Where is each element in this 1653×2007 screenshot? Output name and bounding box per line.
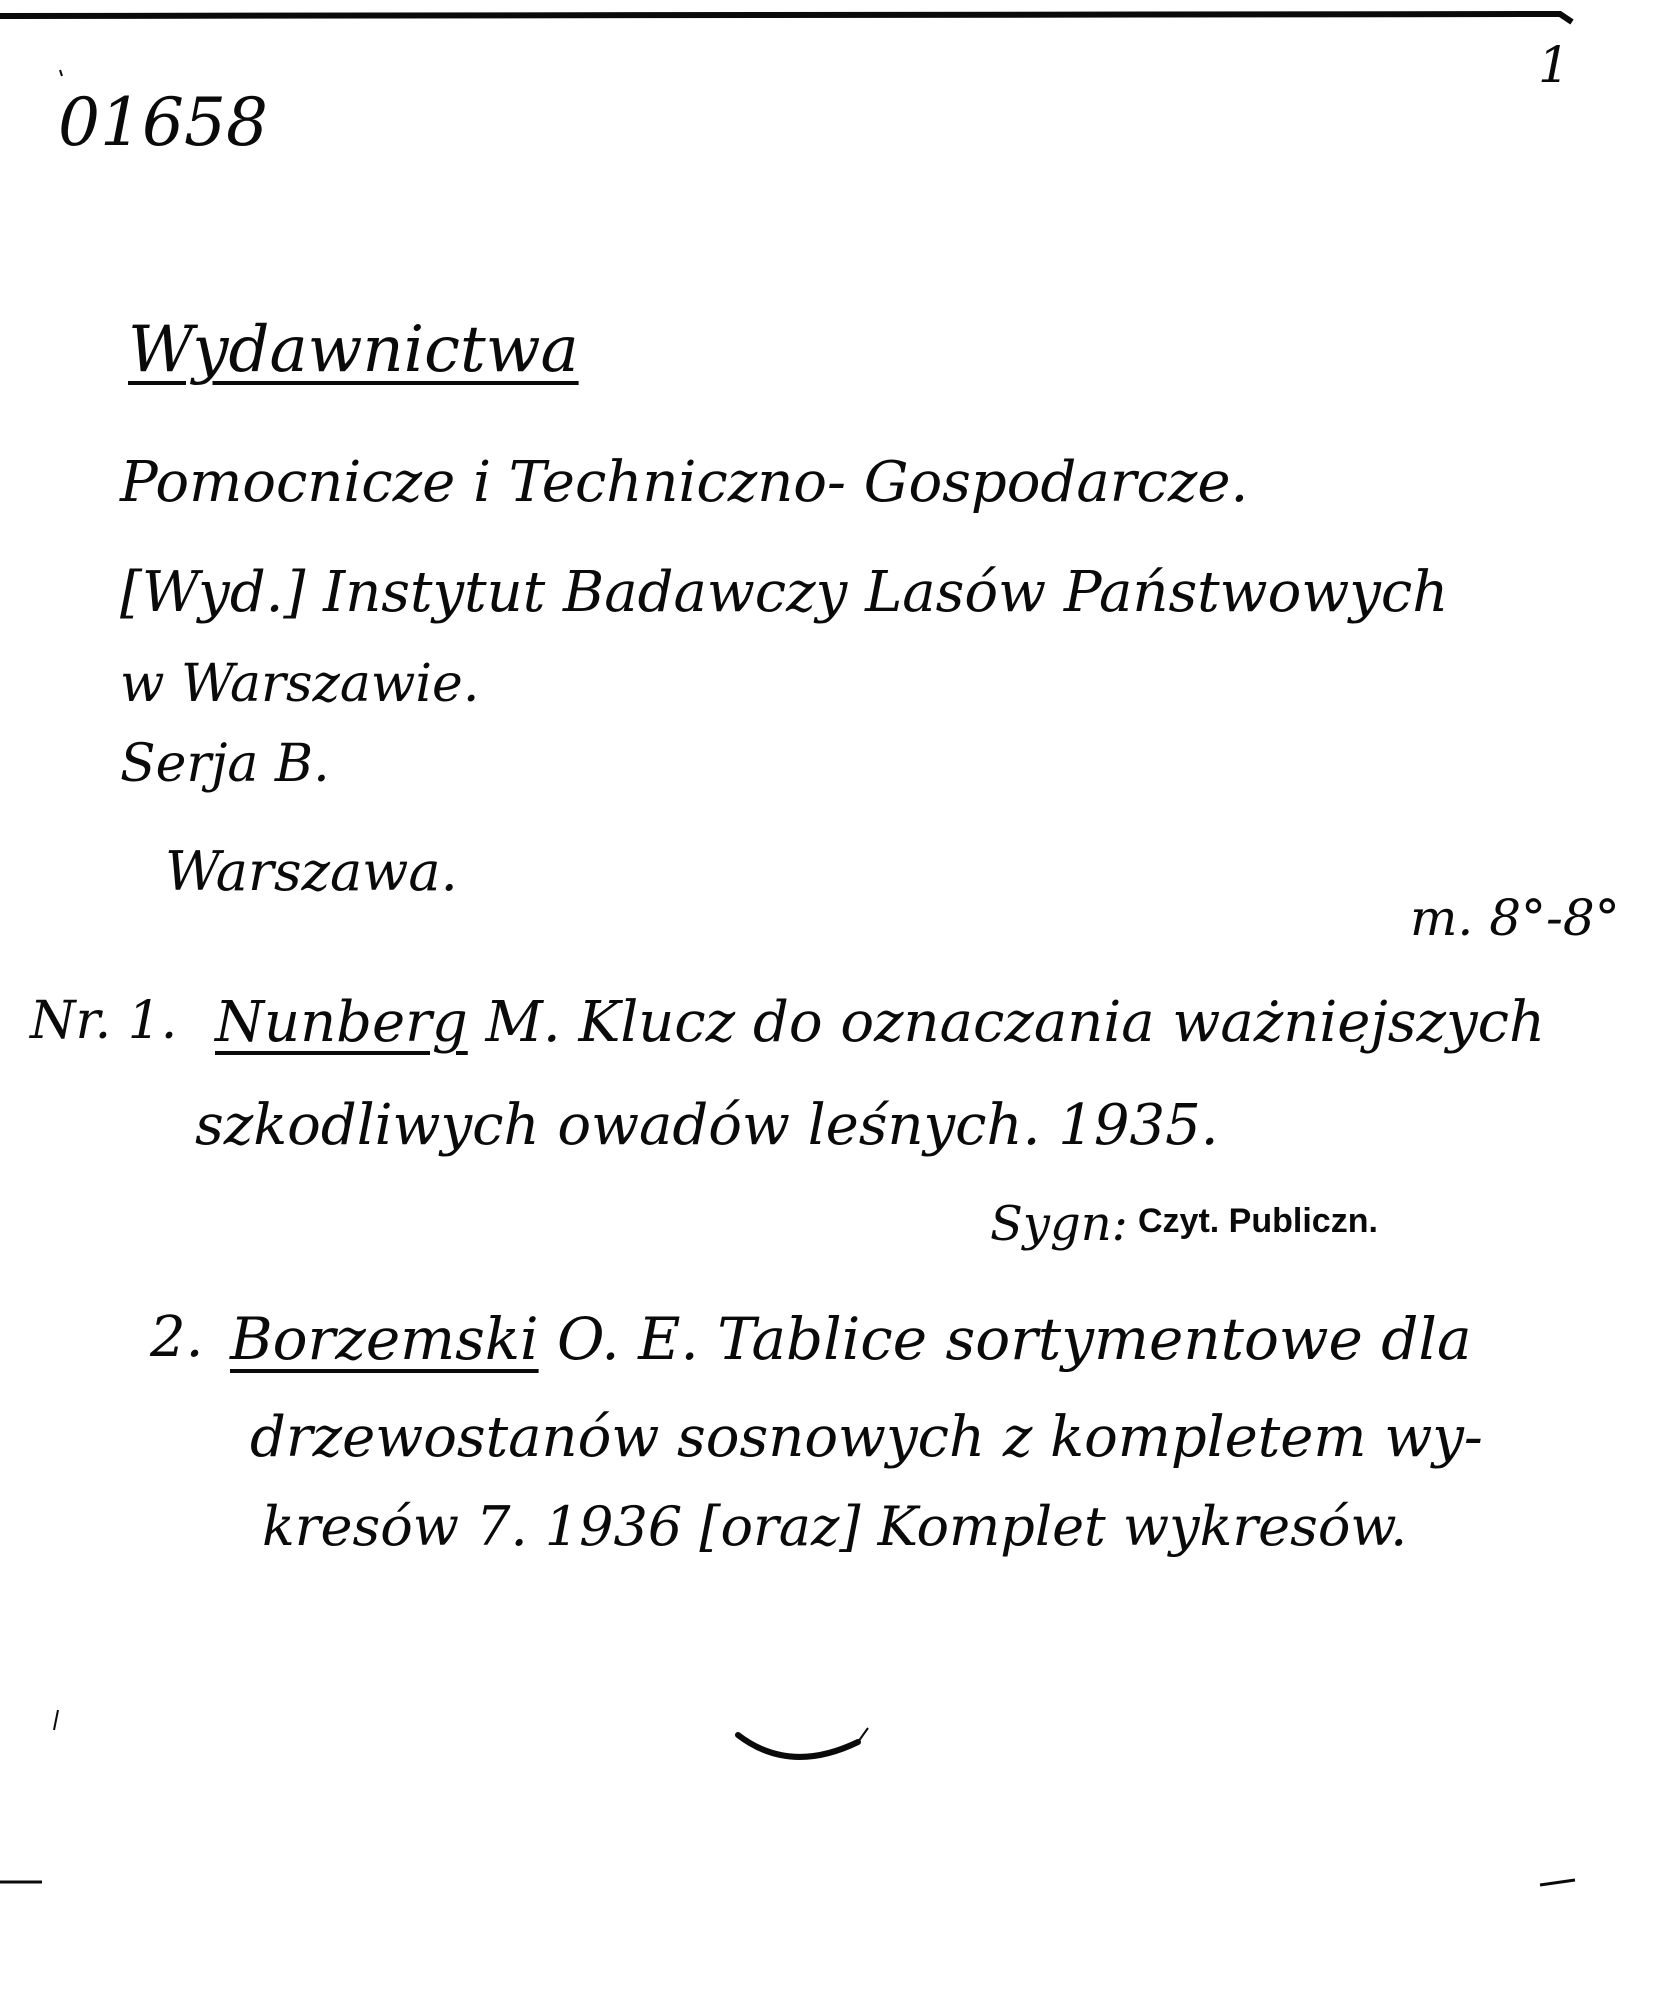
entry-1-number: Nr. 1. — [30, 991, 178, 1051]
entry-2-line-3: kresów 7. 1936 [oraz] Komplet wykresów. — [262, 1495, 1408, 1558]
entry-1-line-2: szkodliwych owadów leśnych. 1935. — [195, 1093, 1219, 1158]
card-subtitle: Pomocnicze i Techniczno- Gospodarcze. — [120, 450, 1249, 515]
page-number: 1 — [1538, 36, 1570, 94]
entry-1-title-start: M. Klucz do oznaczania ważniejszych — [467, 990, 1546, 1055]
entry-2-line-2: drzewostanów sosnowych z kompletem wy- — [250, 1405, 1483, 1470]
entry-1-signature-label: Sygn: — [990, 1196, 1128, 1252]
card-publisher-place: w Warszawie. — [120, 654, 480, 714]
entry-2-author: Borzemski — [230, 1305, 539, 1373]
card-format: m. 8°-8° — [1410, 889, 1620, 947]
card-series: Serja B. — [120, 734, 330, 794]
card-city: Warszawa. — [165, 840, 458, 903]
entry-1-author: Nunberg — [215, 990, 468, 1055]
entry-2-number: 2. — [150, 1305, 204, 1370]
entry-1-signature-stamp: Czyt. Publiczn. — [1138, 1202, 1378, 1240]
card-heading: Wydawnictwa — [128, 313, 579, 387]
entry-2-title-start: O. E. Tablice sortymentowe dla — [538, 1305, 1472, 1373]
card-publisher: [Wyd.] Instytut Badawczy Lasów Państwowych — [120, 560, 1449, 625]
record-id: 01658 — [58, 84, 268, 161]
